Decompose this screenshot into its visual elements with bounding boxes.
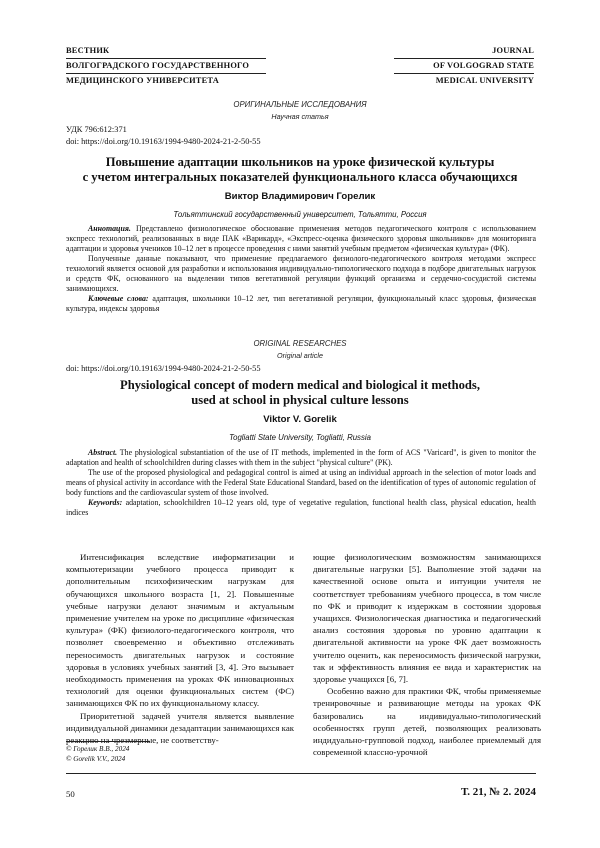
header-line-ru-1: ВЕСТНИК — [66, 44, 266, 59]
title-ru — [60, 155, 540, 185]
keywords-en — [66, 498, 536, 518]
abstract-ru-p2: Полученные данные показывают, что применение предлагаемого физиолого-педагогического контроля методами экспресс технологий является основой для разработки и использования индивидуально-типологического подхода в подборе двигательных нагрузок и средств ФК, основанного на выделении типов вегетативной регуляции функций организма и сердечно-сосудистой системы занимающихся. — [66, 254, 536, 293]
body-right-p1: ющие физиологическим возможностям занимающихся двигательные нагрузки [5]. Выполнение этой задачи на качественной основе опыта и интуиции учителя не соответствует требованиям учебного процесса, в том числе по ФК и приводит к издержкам в состоянии здоровья учащихся. Физиологическая диагностика и педагогический анализ состояния здоровья по уровню адаптации к двигательной активности на уроке ФК дает возможность учителю оценить, как переносимость физической нагрузки, так и эффективность влияния ее вида и характеристик на здоровье учащихся [6, 7]. — [313, 552, 541, 685]
header-line-en-2: OF VOLGOGRAD STATE — [394, 59, 534, 74]
body-right-p2: Особенно важно для практики ФК, чтобы применяемые тренировочные и развивающие методы на уроках ФК базировались на индивидуально-типологический особенностях групп детей, позволяющих реализовать индидуально-групповой подход, наиболее приемлемый для современной классно-урочной — [313, 686, 541, 758]
body-left-p1: Интенсификация вследствие информатизации и компьютеризации учебного процесса приводит к дополнительным психофизическим нагрузкам для обучающихся школьного возраста [1, 2]. Повышенные учебные нагрузки делают значимым и актуальным применение учителем на уроке по дисциплине «физическая культура» (ФК) физиолого-педагогического контроля, что позволяет своевременно и объективно отслеживать переносимость двигательных нагрузок и состояние здоровья в условиях учебных занятий [3, 4]. Это вызывает необходимость применения на уроках ФК инновационных технологий для оценки функциональных систем (ФС) занимающихся ФК по их функциональному классу. — [66, 552, 294, 709]
title-en-line-1: Physiological concept of modern medical and biological it methods, — [120, 378, 480, 392]
author-en: Viktor V. Gorelik — [263, 414, 337, 425]
copyright-ru: © Горелик В.В., 2024 — [66, 745, 130, 753]
page-number: 50 — [66, 789, 75, 799]
abstract-en-p1 — [66, 448, 536, 468]
section-label-ru: ОРИГИНАЛЬНЫЕ ИССЛЕДОВАНИЯ — [233, 100, 367, 109]
abstract-ru — [66, 224, 536, 314]
body-column-right — [313, 551, 541, 758]
body-left-p2: Приоритетной задачей учителя является выявление индивидуальной динамики дезадаптации занимающихся как реакцию на чрезмерные, не соответству- — [66, 710, 294, 746]
keywords-ru — [66, 294, 536, 314]
abstract-ru-p1 — [66, 224, 536, 254]
article-type-en: Original article — [277, 351, 323, 360]
affiliation-ru: Тольяттинский государственный университет, Тольятти, Россия — [173, 210, 427, 219]
abstract-ru-text-1: Представлено физиологическое обоснование применения методов педагогического контроля с использованием экспресс технологий, реализованных в виде ПАК «Варикард», «Экспресс-оценка физического здоровья школьников» для мониторинга адаптации и здоровья учеников 10–12 лет в процессе проведения с ними занятий учебным предметом «физическая культура» (ФК). — [66, 224, 536, 253]
abstract-en — [66, 448, 536, 518]
header-line-ru-3: МЕДИЦИНСКОГО УНИВЕРСИТЕТА — [66, 76, 219, 85]
abstract-en-text-1: The physiological substantiation of the use of IT methods, implemented in the form of ACS "Varicard", is given to monitor the adaptation and health of schoolchildren during classes with them in the subject "physical culture" (PK). — [66, 448, 536, 467]
keywords-en-text: adaptation, schoolchildren 10–12 years old, type of vegetative regulation, functional health class, physical education, health indices — [66, 498, 536, 517]
footer-divider — [66, 773, 536, 774]
title-en — [60, 378, 540, 408]
title-ru-line-1: Повышение адаптации школьников на уроке физической культуры — [105, 155, 495, 169]
title-en-line-2: used at school in physical culture lessons — [191, 393, 409, 407]
header-line-ru-2: ВОЛГОГРАДСКОГО ГОСУДАРСТВЕННОГО — [66, 59, 266, 74]
issue-info: Т. 21, № 2. 2024 — [460, 786, 536, 798]
journal-header-ru — [66, 44, 266, 88]
udc-code: УДК 796:612:371 — [66, 125, 127, 134]
abstract-en-lead: Abstract. — [88, 448, 118, 457]
copyright-en: © Gorelik V.V., 2024 — [66, 755, 126, 763]
header-line-en-1: JOURNAL — [394, 44, 534, 59]
doi-ru: doi: https://doi.org/10.19163/1994-9480-2024-21-2-50-55 — [66, 137, 261, 146]
journal-header-en — [394, 44, 534, 88]
keywords-en-lead: Keywords: — [88, 498, 123, 507]
abstract-ru-lead: Аннотация. — [88, 224, 131, 233]
keywords-ru-text: адаптация, школьники 10–12 лет, тип вегетативной регуляции, функциональный класс здоровья, физическая культура, индексы здоровья — [66, 294, 537, 313]
abstract-en-p2: The use of the proposed physiological and pedagogical control is aimed at using an individual approach in the selection of motor loads and means of physical activity in accordance with the Federal State Educational Standard, based on the identification of types of autonomic regulation of body functions and the cardiovascular system of those involved. — [66, 468, 536, 497]
affiliation-en: Togliatti State University, Togliatti, Russia — [229, 433, 371, 442]
footnote-divider — [66, 741, 150, 742]
keywords-ru-lead: Ключевые слова: — [88, 294, 149, 303]
header-line-en-3: MEDICAL UNIVERSITY — [435, 76, 534, 85]
body-column-left — [66, 551, 294, 746]
article-type-ru: Научная статья — [271, 112, 329, 121]
author-ru: Виктор Владимирович Горелик — [224, 191, 376, 202]
title-ru-line-2: с учетом интегральных показателей функционального класса обучающихся — [82, 170, 518, 184]
doi-en: doi: https://doi.org/10.19163/1994-9480-2024-21-2-50-55 — [66, 364, 261, 373]
section-label-en: ORIGINAL RESEARCHES — [253, 339, 347, 348]
